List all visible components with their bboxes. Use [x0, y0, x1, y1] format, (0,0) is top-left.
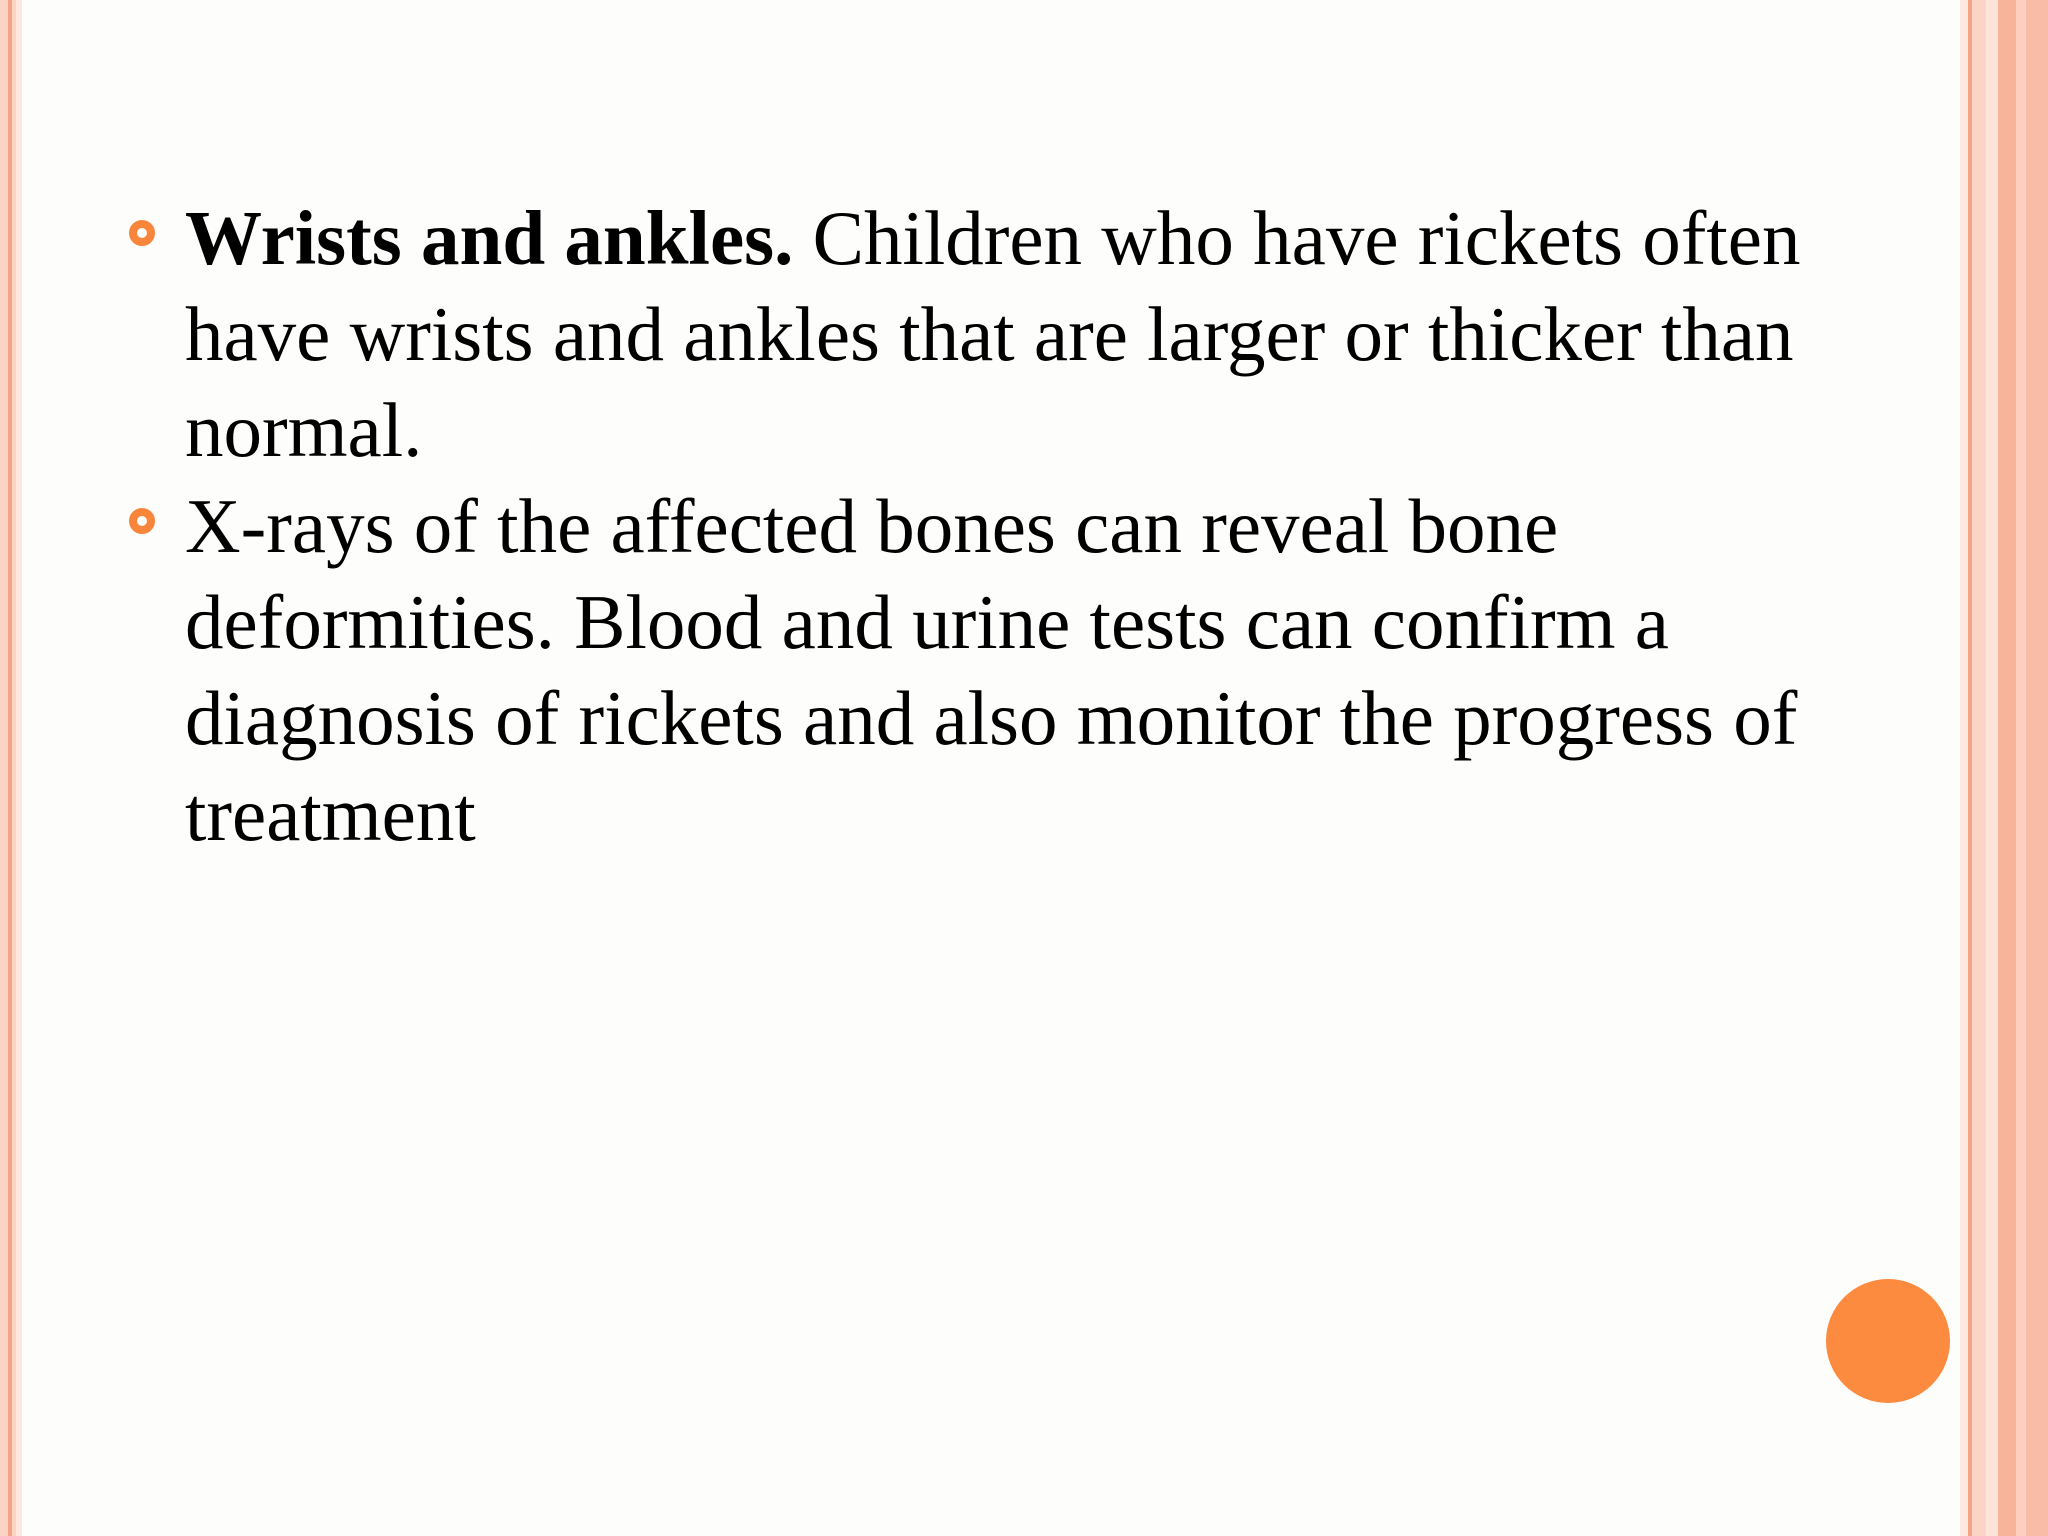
- bullet-bold-lead: Wrists and ankles.: [185, 195, 794, 281]
- orange-circle-icon: [1826, 1279, 1950, 1403]
- left-decorative-border: [0, 0, 22, 1536]
- slide-body: [125, 190, 1885, 862]
- bullet-item-wrists-ankles: [125, 190, 1885, 478]
- right-decorative-border: [1960, 0, 2048, 1536]
- bullet-text: X-rays of the affected bones can reveal bone deformities. Blood and urine tests can confirm a diagnosis of rickets and also monitor the progress of treatment: [185, 483, 1798, 857]
- bullet-item-xrays: [125, 478, 1885, 862]
- ring-bullet-icon: [129, 220, 155, 246]
- bullet-text: Children who have rickets often have wrists and ankles that are larger or thicker than normal.: [185, 195, 1801, 473]
- ring-bullet-icon: [129, 508, 155, 534]
